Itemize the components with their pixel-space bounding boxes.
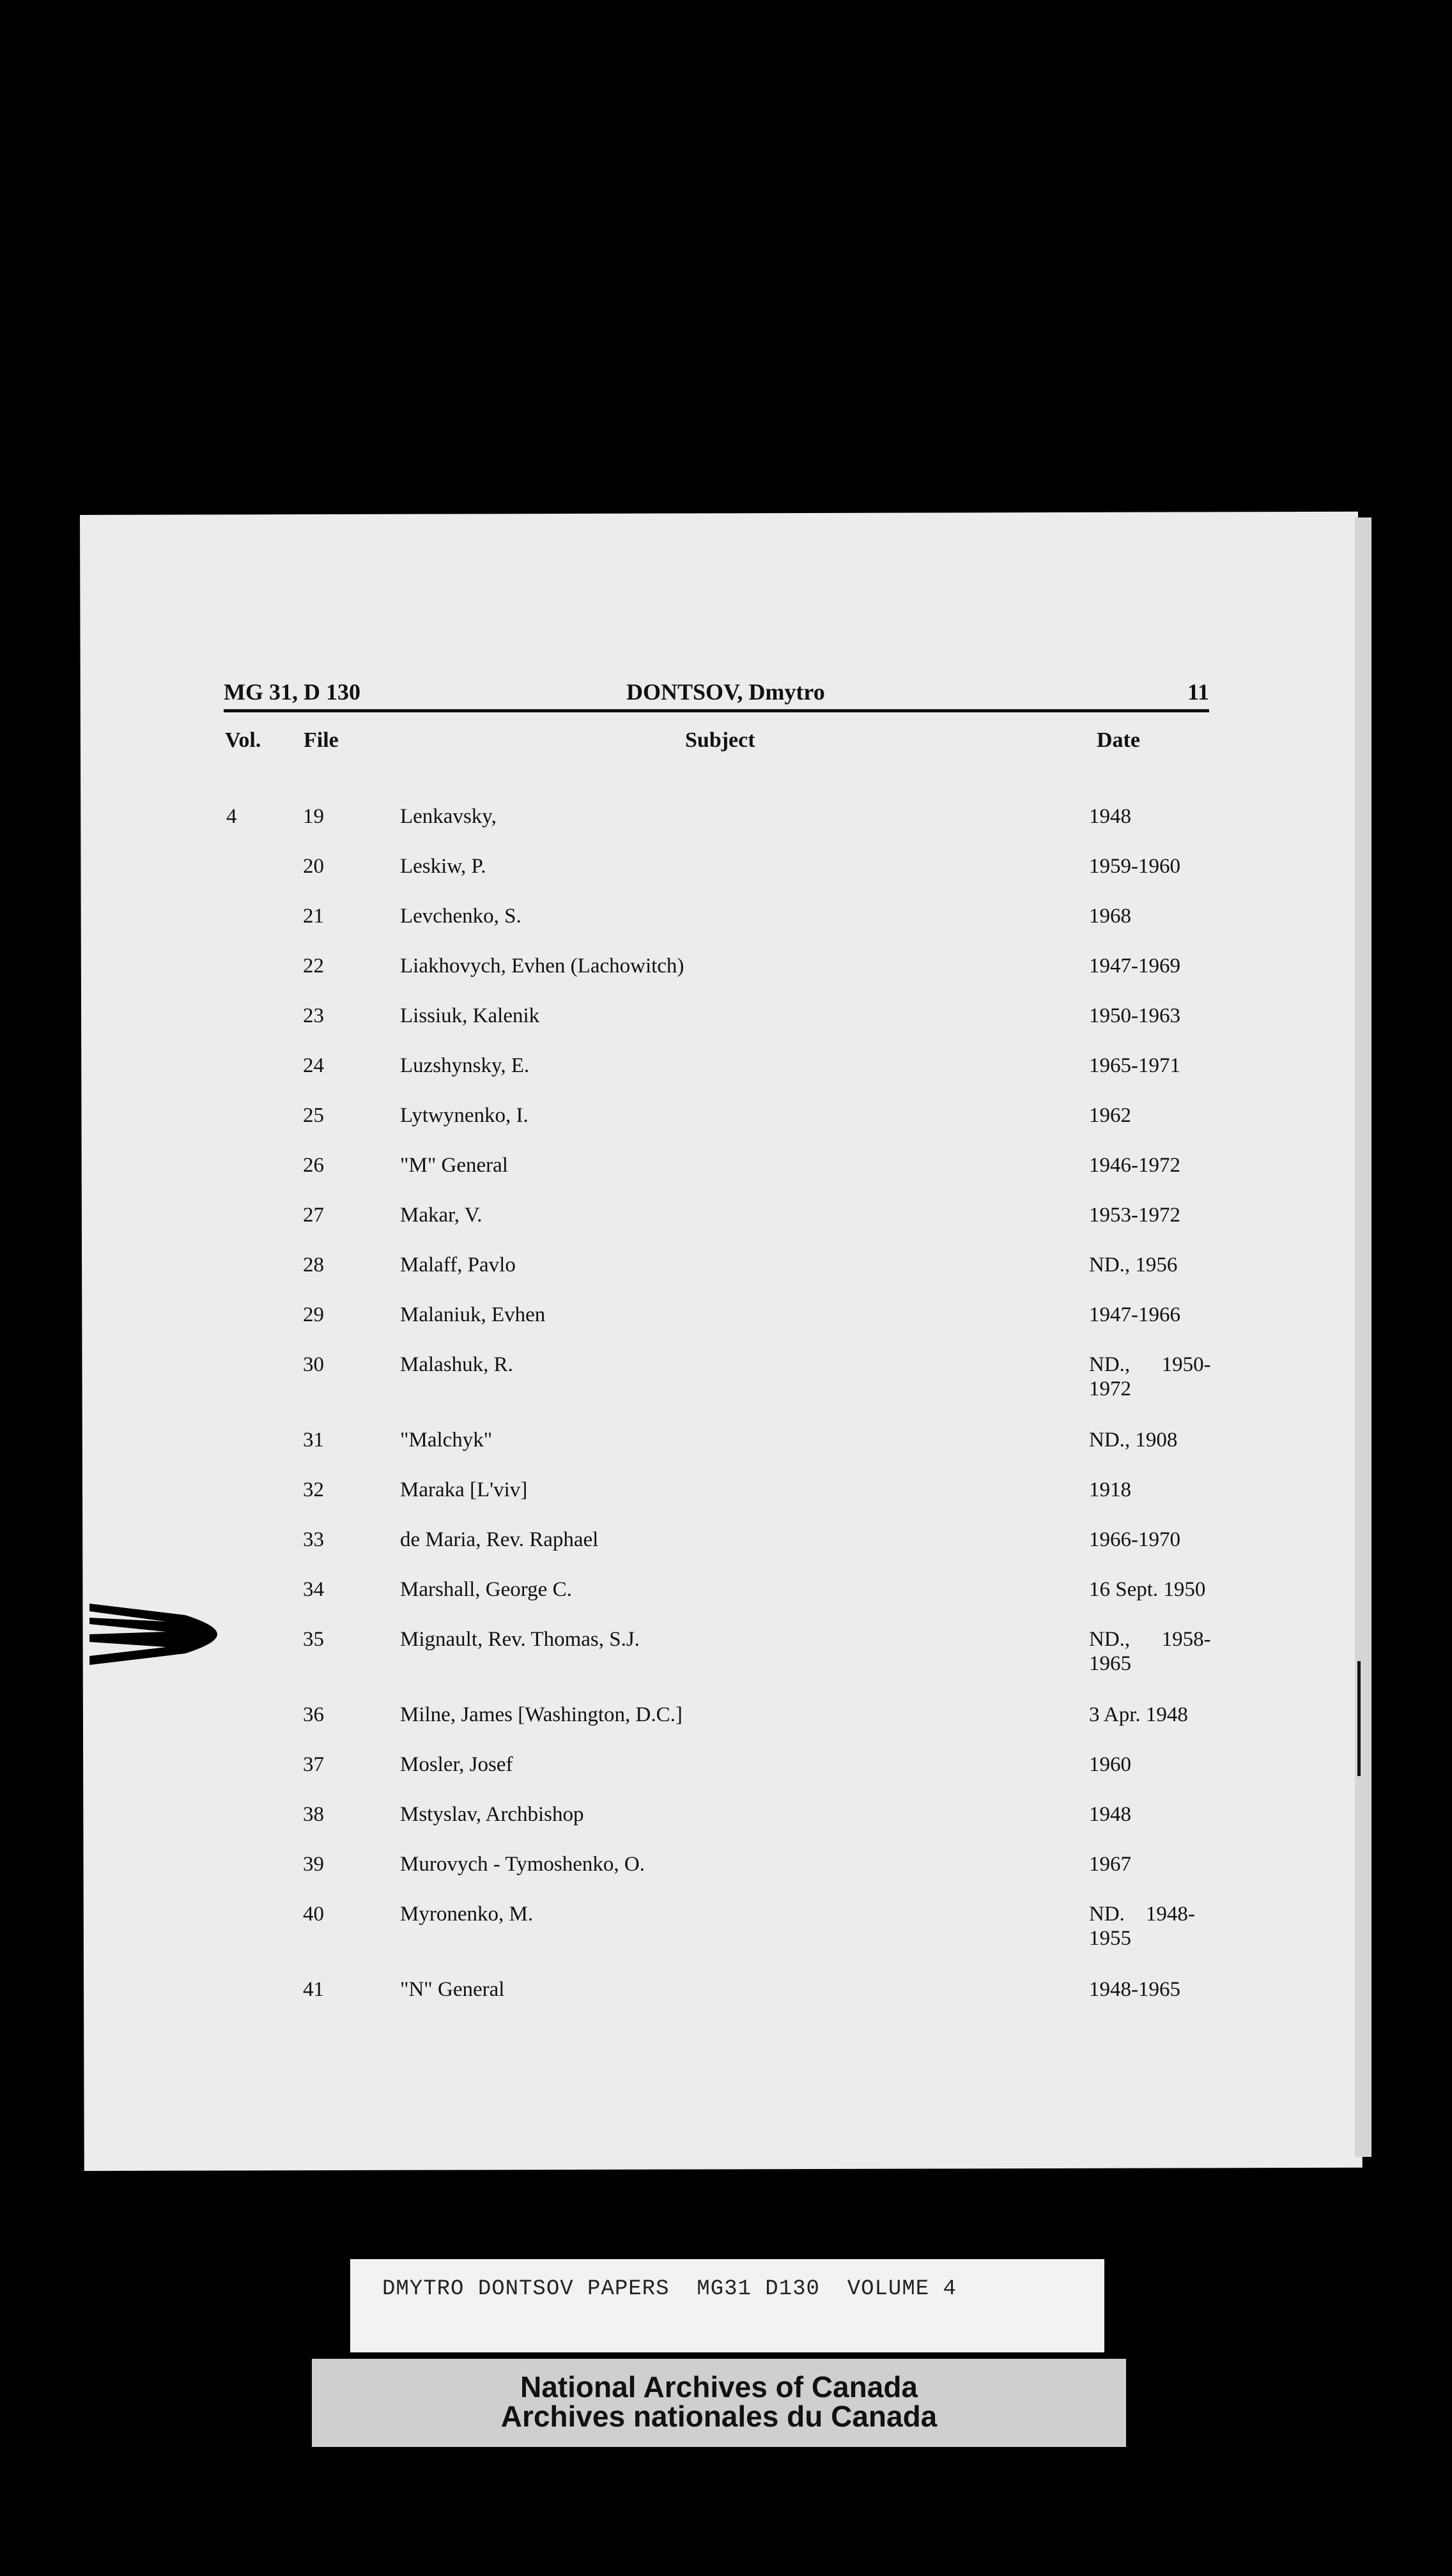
row-file-number: 31 <box>303 1429 324 1452</box>
row-file-number: 25 <box>303 1104 324 1127</box>
row-file-number: 26 <box>303 1154 324 1177</box>
row-file-number: 24 <box>303 1054 324 1077</box>
row-file-number: 35 <box>303 1628 324 1651</box>
row-date: 1950-1963 <box>1089 1004 1180 1027</box>
microfilm-label <box>350 2259 1104 2352</box>
row-vol: 4 <box>226 805 237 828</box>
row-subject: Lissiuk, Kalenik <box>400 1004 540 1027</box>
row-file-number: 36 <box>303 1703 324 1726</box>
row-subject: Luzshynsky, E. <box>400 1054 530 1077</box>
row-file-number: 33 <box>303 1528 324 1551</box>
row-file-number: 40 <box>303 1903 324 1926</box>
row-file-number: 19 <box>303 805 324 828</box>
column-header-vol: Vol. <box>225 728 261 752</box>
row-date: ND., 1950- <box>1089 1353 1211 1376</box>
row-subject: Mstyslav, Archbishop <box>400 1803 584 1826</box>
row-subject: Mosler, Josef <box>400 1753 513 1776</box>
row-subject: Marshall, George C. <box>400 1578 572 1601</box>
row-date: 1967 <box>1089 1853 1131 1876</box>
archive-name-french: Archives nationales du Canada <box>500 2400 938 2433</box>
row-subject: Milne, James [Washington, D.C.] <box>400 1703 683 1726</box>
row-subject: Malashuk, R. <box>400 1353 513 1376</box>
row-file-number: 30 <box>303 1353 324 1376</box>
row-date-continued: 1965 <box>1089 1652 1131 1675</box>
row-date: 1959-1960 <box>1089 855 1180 878</box>
document-title: DONTSOV, Dmytro <box>626 679 825 705</box>
row-date-continued: 1955 <box>1089 1927 1131 1950</box>
row-subject: Liakhovych, Evhen (Lachowitch) <box>400 954 684 977</box>
page-number: 11 <box>1187 679 1209 705</box>
row-date: 1947-1966 <box>1089 1303 1180 1326</box>
row-date: ND., 1956 <box>1089 1254 1178 1276</box>
archive-credit <box>312 2359 1126 2447</box>
row-subject: Lenkavsky, <box>400 805 497 828</box>
row-date-continued: 1972 <box>1089 1377 1131 1400</box>
row-subject: Murovych - Tymoshenko, O. <box>400 1853 645 1876</box>
row-date: 1953-1972 <box>1089 1204 1180 1227</box>
row-subject: Leskiw, P. <box>400 855 486 878</box>
row-date: ND., 1908 <box>1089 1429 1178 1452</box>
row-file-number: 20 <box>303 855 324 878</box>
row-file-number: 32 <box>303 1478 324 1501</box>
column-header-date: Date <box>1097 728 1140 752</box>
row-file-number: 38 <box>303 1803 324 1826</box>
row-file-number: 41 <box>303 1978 324 2001</box>
row-date: 1948 <box>1089 1803 1131 1826</box>
row-subject: Mignault, Rev. Thomas, S.J. <box>400 1628 640 1651</box>
column-header-file: File <box>304 728 339 752</box>
row-file-number: 21 <box>303 905 324 928</box>
row-subject: Malaniuk, Evhen <box>400 1303 546 1326</box>
row-date: 1947-1969 <box>1089 954 1180 977</box>
row-file-number: 22 <box>303 954 324 977</box>
row-date: 1946-1972 <box>1089 1154 1180 1177</box>
row-date: 1962 <box>1089 1104 1131 1127</box>
row-file-number: 27 <box>303 1204 324 1227</box>
row-subject: "Malchyk" <box>400 1429 493 1452</box>
collection-reference: MG 31, D 130 <box>224 679 360 705</box>
column-header-subject: Subject <box>685 728 755 752</box>
row-date: ND. 1948- <box>1089 1903 1195 1926</box>
row-date: 1968 <box>1089 905 1131 928</box>
row-subject: Makar, V. <box>400 1204 483 1227</box>
row-subject: Myronenko, M. <box>400 1903 534 1926</box>
microfilm-label-text: DMYTRO DONTSOV PAPERS MG31 D130 VOLUME 4 <box>382 2277 957 2301</box>
row-date: 1948-1965 <box>1089 1978 1180 2001</box>
row-date: 1960 <box>1089 1753 1131 1776</box>
row-subject: "N" General <box>400 1978 505 2001</box>
row-file-number: 39 <box>303 1853 324 1876</box>
row-date: 1948 <box>1089 805 1131 828</box>
row-subject: de Maria, Rev. Raphael <box>400 1528 599 1551</box>
row-file-number: 28 <box>303 1254 324 1276</box>
row-file-number: 37 <box>303 1753 324 1776</box>
row-subject: Lytwynenko, I. <box>400 1104 529 1127</box>
row-file-number: 34 <box>303 1578 324 1601</box>
row-date: 1918 <box>1089 1478 1131 1501</box>
row-date: 1965-1971 <box>1089 1054 1180 1077</box>
row-file-number: 29 <box>303 1303 324 1326</box>
row-date: 3 Apr. 1948 <box>1089 1703 1188 1726</box>
row-subject: Maraka [L'viv] <box>400 1478 528 1501</box>
row-date: ND., 1958- <box>1089 1628 1211 1651</box>
row-subject: Malaff, Pavlo <box>400 1254 516 1276</box>
row-subject: "M" General <box>400 1154 508 1177</box>
archive-name-english: National Archives of Canada <box>520 2370 918 2404</box>
row-date: 16 Sept. 1950 <box>1089 1578 1206 1601</box>
row-date: 1966-1970 <box>1089 1528 1180 1551</box>
row-file-number: 23 <box>303 1004 324 1027</box>
row-subject: Levchenko, S. <box>400 905 521 928</box>
